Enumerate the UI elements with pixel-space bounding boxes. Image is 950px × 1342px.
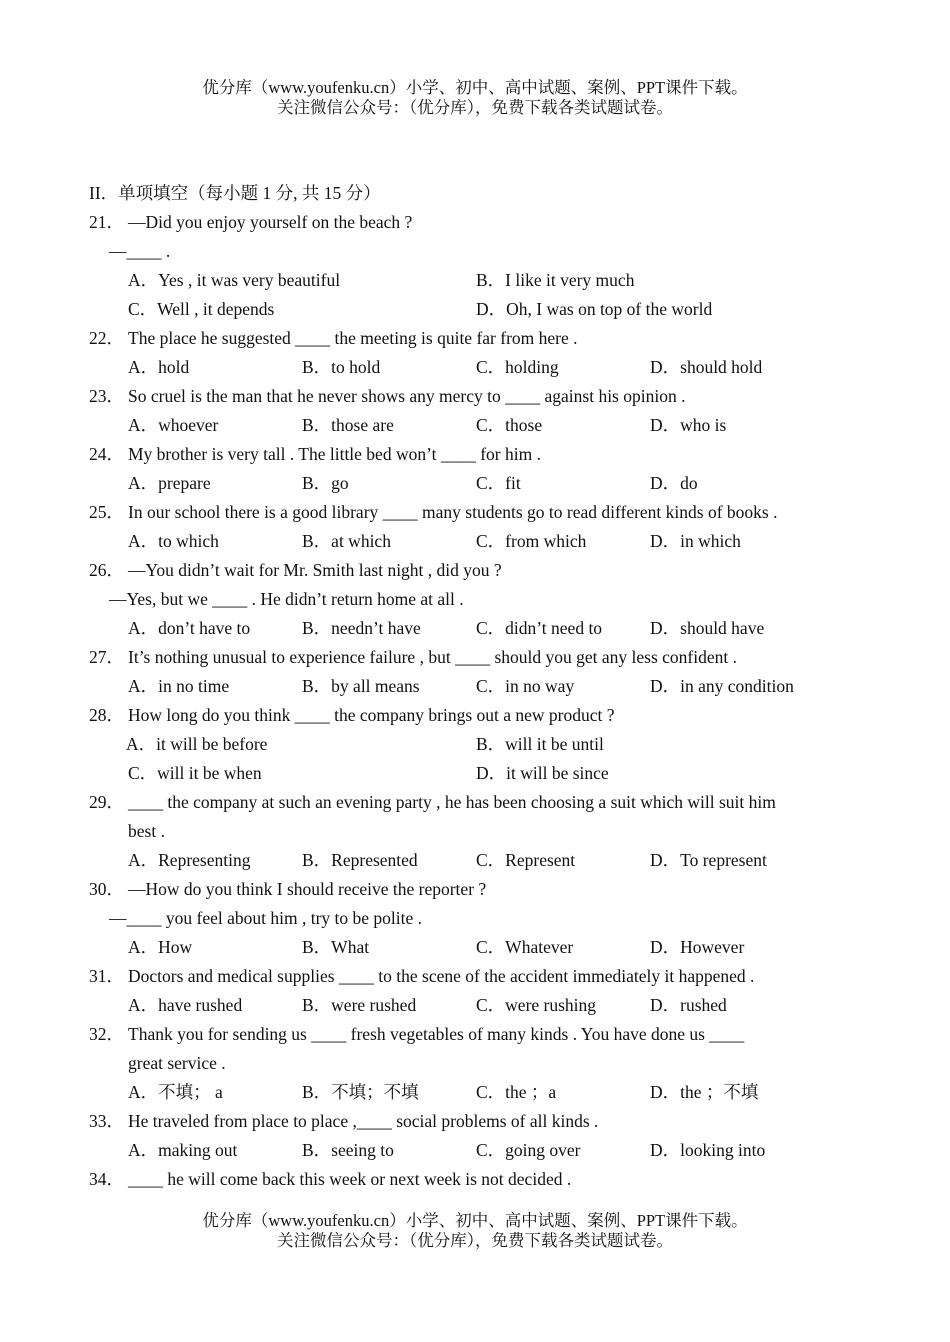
answer-option: B．What xyxy=(302,937,370,957)
answer-option: C．fit xyxy=(476,473,521,493)
question-text: ____ he will come back this week or next week is not decided . xyxy=(128,1169,572,1189)
question-stem-row xyxy=(89,788,879,817)
options-row xyxy=(89,1078,879,1107)
answer-option: B．by all means xyxy=(302,676,420,696)
question-stem-row xyxy=(89,1020,879,1049)
answer-option: C．will it be when xyxy=(128,763,262,783)
question-stem-row xyxy=(89,208,879,237)
question-stem-row xyxy=(89,1107,879,1136)
exam-content xyxy=(89,179,879,1194)
dialogue-response-row xyxy=(89,237,879,266)
answer-option: B．those are xyxy=(302,415,394,435)
options-row xyxy=(89,846,879,875)
question-text: great service . xyxy=(128,1053,226,1073)
answer-option: A．don’t have to xyxy=(128,618,251,638)
answer-option: C．holding xyxy=(476,357,559,377)
answer-option: C．the ；a xyxy=(476,1082,557,1102)
answer-option: A．have rushed xyxy=(128,995,243,1015)
answer-option: D．Oh, I was on top of the world xyxy=(476,299,713,319)
question-text: He traveled from place to place ,____ social problems of all kinds . xyxy=(128,1111,599,1131)
options-row xyxy=(89,672,879,701)
question-text: So cruel is the man that he never shows any mercy to ____ against his opinion . xyxy=(128,386,686,406)
question-number: 21． xyxy=(89,212,124,232)
answer-option: D．rushed xyxy=(650,995,727,1015)
answer-option: C．didn’t need to xyxy=(476,618,603,638)
question-number: 34． xyxy=(89,1169,124,1189)
question-number: 29． xyxy=(89,792,124,812)
answer-option: C．were rushing xyxy=(476,995,597,1015)
answer-option: D．should hold xyxy=(650,357,763,377)
question-text: ____ the company at such an evening party , he has been choosing a suit which will suit him xyxy=(128,792,776,812)
answer-option: A．Yes , it was very beautiful xyxy=(128,270,341,290)
answer-option: D．who is xyxy=(650,415,727,435)
question-number: 30． xyxy=(89,879,124,899)
question-text: Doctors and medical supplies ____ to the scene of the accident immediately it happened . xyxy=(128,966,755,986)
question-stem-row xyxy=(89,382,879,411)
options-row xyxy=(89,411,879,440)
page-footer xyxy=(0,1211,950,1251)
answer-option: A．不填； a xyxy=(128,1082,223,1102)
answer-option: C．Whatever xyxy=(476,937,574,957)
question-number: 28． xyxy=(89,705,124,725)
question-number: 26． xyxy=(89,560,124,580)
answer-option: B．go xyxy=(302,473,349,493)
options-row xyxy=(89,1136,879,1165)
answer-option: D．To represent xyxy=(650,850,767,870)
answer-option: B．seeing to xyxy=(302,1140,394,1160)
options-row xyxy=(89,353,879,382)
answer-option: A．in no time xyxy=(128,676,230,696)
options-row xyxy=(89,730,879,759)
answer-option: A．making out xyxy=(128,1140,238,1160)
options-row xyxy=(89,759,879,788)
answer-option: C．Well , it depends xyxy=(128,299,275,319)
answer-option: B．不填；不填 xyxy=(302,1082,419,1102)
answer-option: D．in any condition xyxy=(650,676,794,696)
section-title: II．单项填空（每小题 1 分, 共 15 分） xyxy=(89,183,381,203)
question-number: 23． xyxy=(89,386,124,406)
question-stem-row xyxy=(89,440,879,469)
question-stem-row xyxy=(89,962,879,991)
answer-option: A．hold xyxy=(128,357,190,377)
answer-option: D．should have xyxy=(650,618,765,638)
options-row xyxy=(89,469,879,498)
dialogue-response-row xyxy=(89,585,879,614)
options-row xyxy=(89,295,879,324)
answer-option: B．at which xyxy=(302,531,391,551)
options-row xyxy=(89,991,879,1020)
answer-option: C．from which xyxy=(476,531,587,551)
footer-line-2: 关注微信公众号：（优分库），免费下载各类试题试卷。 xyxy=(277,1231,673,1250)
answer-option: C．going over xyxy=(476,1140,581,1160)
answer-option: D．looking into xyxy=(650,1140,766,1160)
question-text: Thank you for sending us ____ fresh vegetables of many kinds . You have done us ____ xyxy=(128,1024,745,1044)
answer-option: A．How xyxy=(128,937,193,957)
question-number: 25． xyxy=(89,502,124,522)
options-row xyxy=(89,933,879,962)
question-stem-row xyxy=(89,643,879,672)
question-number: 27． xyxy=(89,647,124,667)
question-stem-row xyxy=(89,1165,879,1194)
question-number: 32． xyxy=(89,1024,124,1044)
answer-option: A．Representing xyxy=(128,850,251,870)
question-number: 33． xyxy=(89,1111,124,1131)
question-text: —Did you enjoy yourself on the beach ? xyxy=(128,212,413,232)
answer-option: A．to which xyxy=(128,531,219,551)
question-stem-row xyxy=(89,498,879,527)
answer-option: D．the ；不填 xyxy=(650,1082,759,1102)
answer-option: A．whoever xyxy=(128,415,219,435)
question-stem-row xyxy=(89,817,879,846)
options-row xyxy=(89,266,879,295)
question-stem-row xyxy=(89,1049,879,1078)
answer-option: A．prepare xyxy=(128,473,211,493)
question-text: In our school there is a good library ____ many students go to read different kinds of books . xyxy=(128,502,778,522)
options-row xyxy=(89,527,879,556)
dialogue-response: —Yes, but we ____ . He didn’t return home at all . xyxy=(109,589,464,609)
answer-option: B．were rushed xyxy=(302,995,417,1015)
answer-option: D．However xyxy=(650,937,745,957)
answer-option: D．it will be since xyxy=(476,763,609,783)
question-text: How long do you think ____ the company brings out a new product ? xyxy=(128,705,615,725)
question-text: It’s nothing unusual to experience failure , but ____ should you get any less confident . xyxy=(128,647,737,667)
options-row xyxy=(89,614,879,643)
question-stem-row xyxy=(89,556,879,585)
question-number: 24． xyxy=(89,444,124,464)
dialogue-response: —____ you feel about him , try to be polite . xyxy=(109,908,423,928)
answer-option: C．Represent xyxy=(476,850,576,870)
answer-option: C．in no way xyxy=(476,676,575,696)
question-text: best . xyxy=(128,821,165,841)
question-number: 22． xyxy=(89,328,124,348)
header-line-2: 关注微信公众号：（优分库），免费下载各类试题试卷。 xyxy=(277,98,673,117)
answer-option: A．it will be before xyxy=(126,734,268,754)
dialogue-response-row xyxy=(89,904,879,933)
footer-line-1: 优分库（www.youfenku.cn）小学、初中、高中试题、案例、PPT课件下载。 xyxy=(202,1211,748,1230)
question-stem-row xyxy=(89,324,879,353)
answer-option: B．Represented xyxy=(302,850,418,870)
answer-option: B．to hold xyxy=(302,357,381,377)
answer-option: B．I like it very much xyxy=(476,270,635,290)
answer-option: C．those xyxy=(476,415,543,435)
question-text: The place he suggested ____ the meeting is quite far from here . xyxy=(128,328,578,348)
page-header xyxy=(0,78,950,118)
question-stem-row xyxy=(89,701,879,730)
question-list xyxy=(89,208,879,1194)
answer-option: D．do xyxy=(650,473,698,493)
question-text: —You didn’t wait for Mr. Smith last night , did you ? xyxy=(128,560,502,580)
question-text: My brother is very tall . The little bed won’t ____ for him . xyxy=(128,444,541,464)
answer-option: B．needn’t have xyxy=(302,618,421,638)
question-stem-row xyxy=(89,875,879,904)
answer-option: B．will it be until xyxy=(476,734,604,754)
dialogue-response: —____ . xyxy=(109,241,171,261)
answer-option: D．in which xyxy=(650,531,741,551)
question-number: 31． xyxy=(89,966,124,986)
question-text: —How do you think I should receive the reporter ? xyxy=(128,879,487,899)
header-line-1: 优分库（www.youfenku.cn）小学、初中、高中试题、案例、PPT课件下载。 xyxy=(202,78,748,97)
